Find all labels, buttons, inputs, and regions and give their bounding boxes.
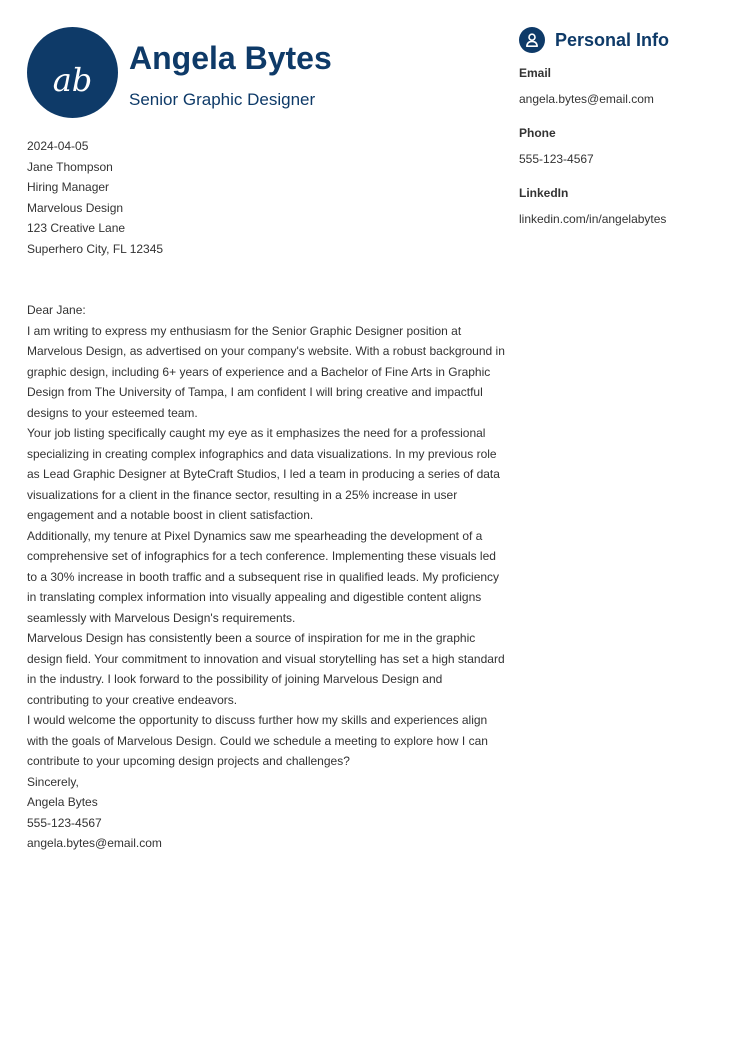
letter-paragraph: Marvelous Design has consistently been a source of inspiration for me in the graphic design field. Your commitment to innovation and visual storytelling has set a high standard in the industry. I look forward to the possibility of joining Marvelous Design and contributing to your creative endeavors. xyxy=(27,631,505,707)
sidebar-title: Personal Info xyxy=(555,29,670,50)
personal-info-sidebar xyxy=(519,26,729,227)
info-label: Phone xyxy=(519,126,556,140)
closing-line: Angela Bytes xyxy=(27,795,98,809)
monogram-avatar xyxy=(27,27,118,118)
letter-paragraph: Additionally, my tenure at Pixel Dynamics saw me spearheading the development of a comprehensive set of infographics for a tech conference. Implementing these visuals led to a 30% increase in booth traffic and a subsequent rise in qualified leads. My proficiency in translating complex information into visually appealing and digestible content aligns seamlessly with Marvelous Design's requirements. xyxy=(27,528,500,625)
monogram-initials: ab xyxy=(52,60,93,99)
info-value: angela.bytes@email.com xyxy=(519,92,654,106)
recipient-line: Superhero City, FL 12345 xyxy=(27,241,164,256)
person-icon xyxy=(519,27,545,53)
info-value: 555-123-4567 xyxy=(519,152,594,166)
closing-line: Sincerely, xyxy=(27,774,79,789)
info-label: LinkedIn xyxy=(519,186,569,200)
recipient-line: Jane Thompson xyxy=(27,159,113,174)
applicant-name: Angela Bytes xyxy=(129,40,332,76)
applicant-title: Senior Graphic Designer xyxy=(129,90,316,109)
salutation: Dear Jane: xyxy=(27,303,86,317)
info-email xyxy=(519,65,729,107)
info-label: Email xyxy=(519,66,552,80)
recipient-line: Marvelous Design xyxy=(27,200,124,215)
sidebar-header xyxy=(519,26,729,54)
letter-body xyxy=(27,136,507,854)
closing-block xyxy=(27,772,507,854)
letter-paragraph: I am writing to express my enthusiasm for the Senior Graphic Designer position at Marvelous Design, as advertised on your company's website. With a robust background in graphic design, including 6+ years of experience and a Bachelor of Fine Arts in Graphic Design from The University of Tampa, I am confident I will bring creative and impactful designs to your esteemed team. xyxy=(27,323,505,420)
recipient-block xyxy=(27,157,507,260)
letter-date: 2024-04-05 xyxy=(27,139,89,153)
letter-paragraph: I would welcome the opportunity to discuss further how my skills and experiences align with the goals of Marvelous Design. Could we schedule a meeting to explore how I can contribute to your upcoming design projects and challenges? xyxy=(27,713,488,768)
info-value: linkedin.com/in/angelabytes xyxy=(519,212,667,226)
info-phone xyxy=(519,125,729,167)
closing-line: 555-123-4567 xyxy=(27,815,102,830)
info-linkedin xyxy=(519,185,729,227)
recipient-line: 123 Creative Lane xyxy=(27,221,126,235)
closing-line: angela.bytes@email.com xyxy=(27,836,162,850)
recipient-line: Hiring Manager xyxy=(27,180,110,194)
letter-paragraph: Your job listing specifically caught my eye as it emphasizes the need for a professional specializing in creating complex infographics and data visualizations. In my previous role as Lead Graphic Designer at ByteCraft Studios, I led a team in producing a series of data visualizations for a client in the finance sector, resulting in a 25% increase in user engagement and a notable boost in client satisfaction. xyxy=(27,426,500,522)
